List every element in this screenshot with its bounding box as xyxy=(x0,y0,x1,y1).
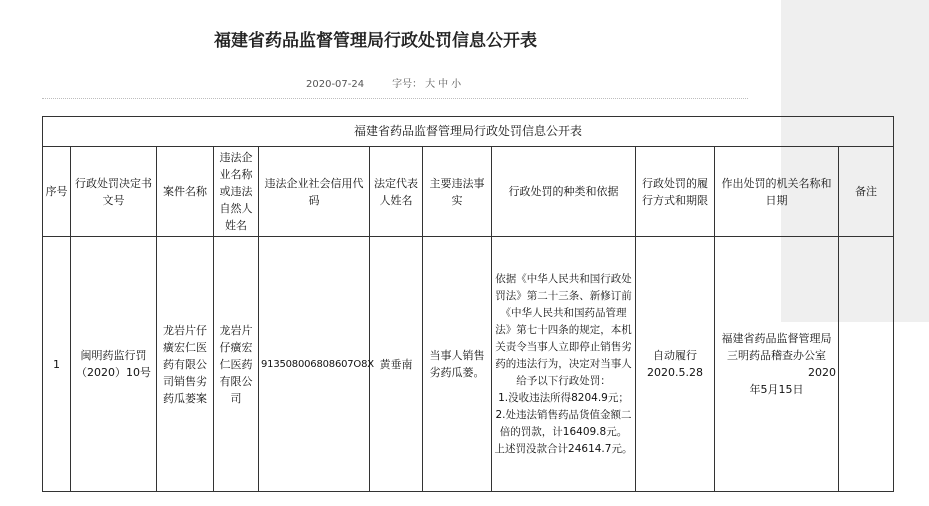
font-size-medium-link[interactable]: 中 xyxy=(438,79,449,90)
header-case-name: 案件名称 xyxy=(157,147,214,237)
basis-item-1: 1.没收违法所得8204.9元； xyxy=(498,391,629,404)
cell-case-name: 龙岩片仔癀宏仁医药有限公司销售劣药瓜蒌案 xyxy=(157,237,214,492)
cell-doc-no: 闽明药监行罚（2020）10号 xyxy=(71,237,157,492)
cell-legal-rep: 黄垂南 xyxy=(370,237,423,492)
org-name: 福建省药品监督管理局三明药品稽查办公室 xyxy=(721,332,832,362)
font-size-large-link[interactable]: 大 xyxy=(425,79,436,90)
header-basis: 行政处罚的种类和依据 xyxy=(492,147,636,237)
cell-party: 龙岩片仔癀宏仁医药有限公司 xyxy=(214,237,259,492)
header-party: 违法企业名称或违法自然人姓名 xyxy=(214,147,259,237)
penalty-table xyxy=(42,116,894,492)
publish-date: 2020-07-24 xyxy=(306,79,365,90)
divider xyxy=(42,98,748,99)
cell-performance: 自动履行 2020.5.28 xyxy=(636,237,715,492)
table-header-row xyxy=(43,147,894,237)
basis-main: 依据《中华人民共和国行政处罚法》第二十三条、新修订前《中华人民共和国药品管理法》第七十四条的规定，本机关责令当事人立即停止销售劣药的违法行为，决定对当事人给予以下行政处罚： xyxy=(495,272,632,387)
org-year: 2020 xyxy=(808,366,836,379)
header-legal-rep: 法定代表人姓名 xyxy=(370,147,423,237)
cell-org xyxy=(715,237,839,492)
cell-basis xyxy=(492,237,636,492)
basis-total: 上述罚没款合计24614.7元。 xyxy=(494,442,633,455)
header-no: 序号 xyxy=(43,147,71,237)
font-size-small-link[interactable]: 小 xyxy=(451,79,462,90)
org-date: 年5月15日 xyxy=(749,383,804,396)
page-title: 福建省药品监督管理局行政处罚信息公开表 xyxy=(214,31,537,51)
cell-remark xyxy=(839,237,894,492)
cell-credit-code: 913508006808607O8X xyxy=(259,237,370,492)
table-row xyxy=(43,237,894,492)
header-remark: 备注 xyxy=(839,147,894,237)
header-doc-no: 行政处罚决定书文号 xyxy=(71,147,157,237)
table-caption: 福建省药品监督管理局行政处罚信息公开表 xyxy=(43,117,894,147)
header-org: 作出处罚的机关名称和日期 xyxy=(715,147,839,237)
basis-item-2: 2.处违法销售药品货值金额二倍的罚款，计16409.8元。 xyxy=(495,408,632,438)
header-facts: 主要违法事实 xyxy=(423,147,492,237)
font-size-label: 字号： xyxy=(392,79,423,90)
header-performance: 行政处罚的履行方式和期限 xyxy=(636,147,715,237)
header-credit-code: 违法企业社会信用代码 xyxy=(259,147,370,237)
cell-facts: 当事人销售劣药瓜蒌。 xyxy=(423,237,492,492)
cell-no: 1 xyxy=(43,237,71,492)
article-meta xyxy=(306,75,461,90)
